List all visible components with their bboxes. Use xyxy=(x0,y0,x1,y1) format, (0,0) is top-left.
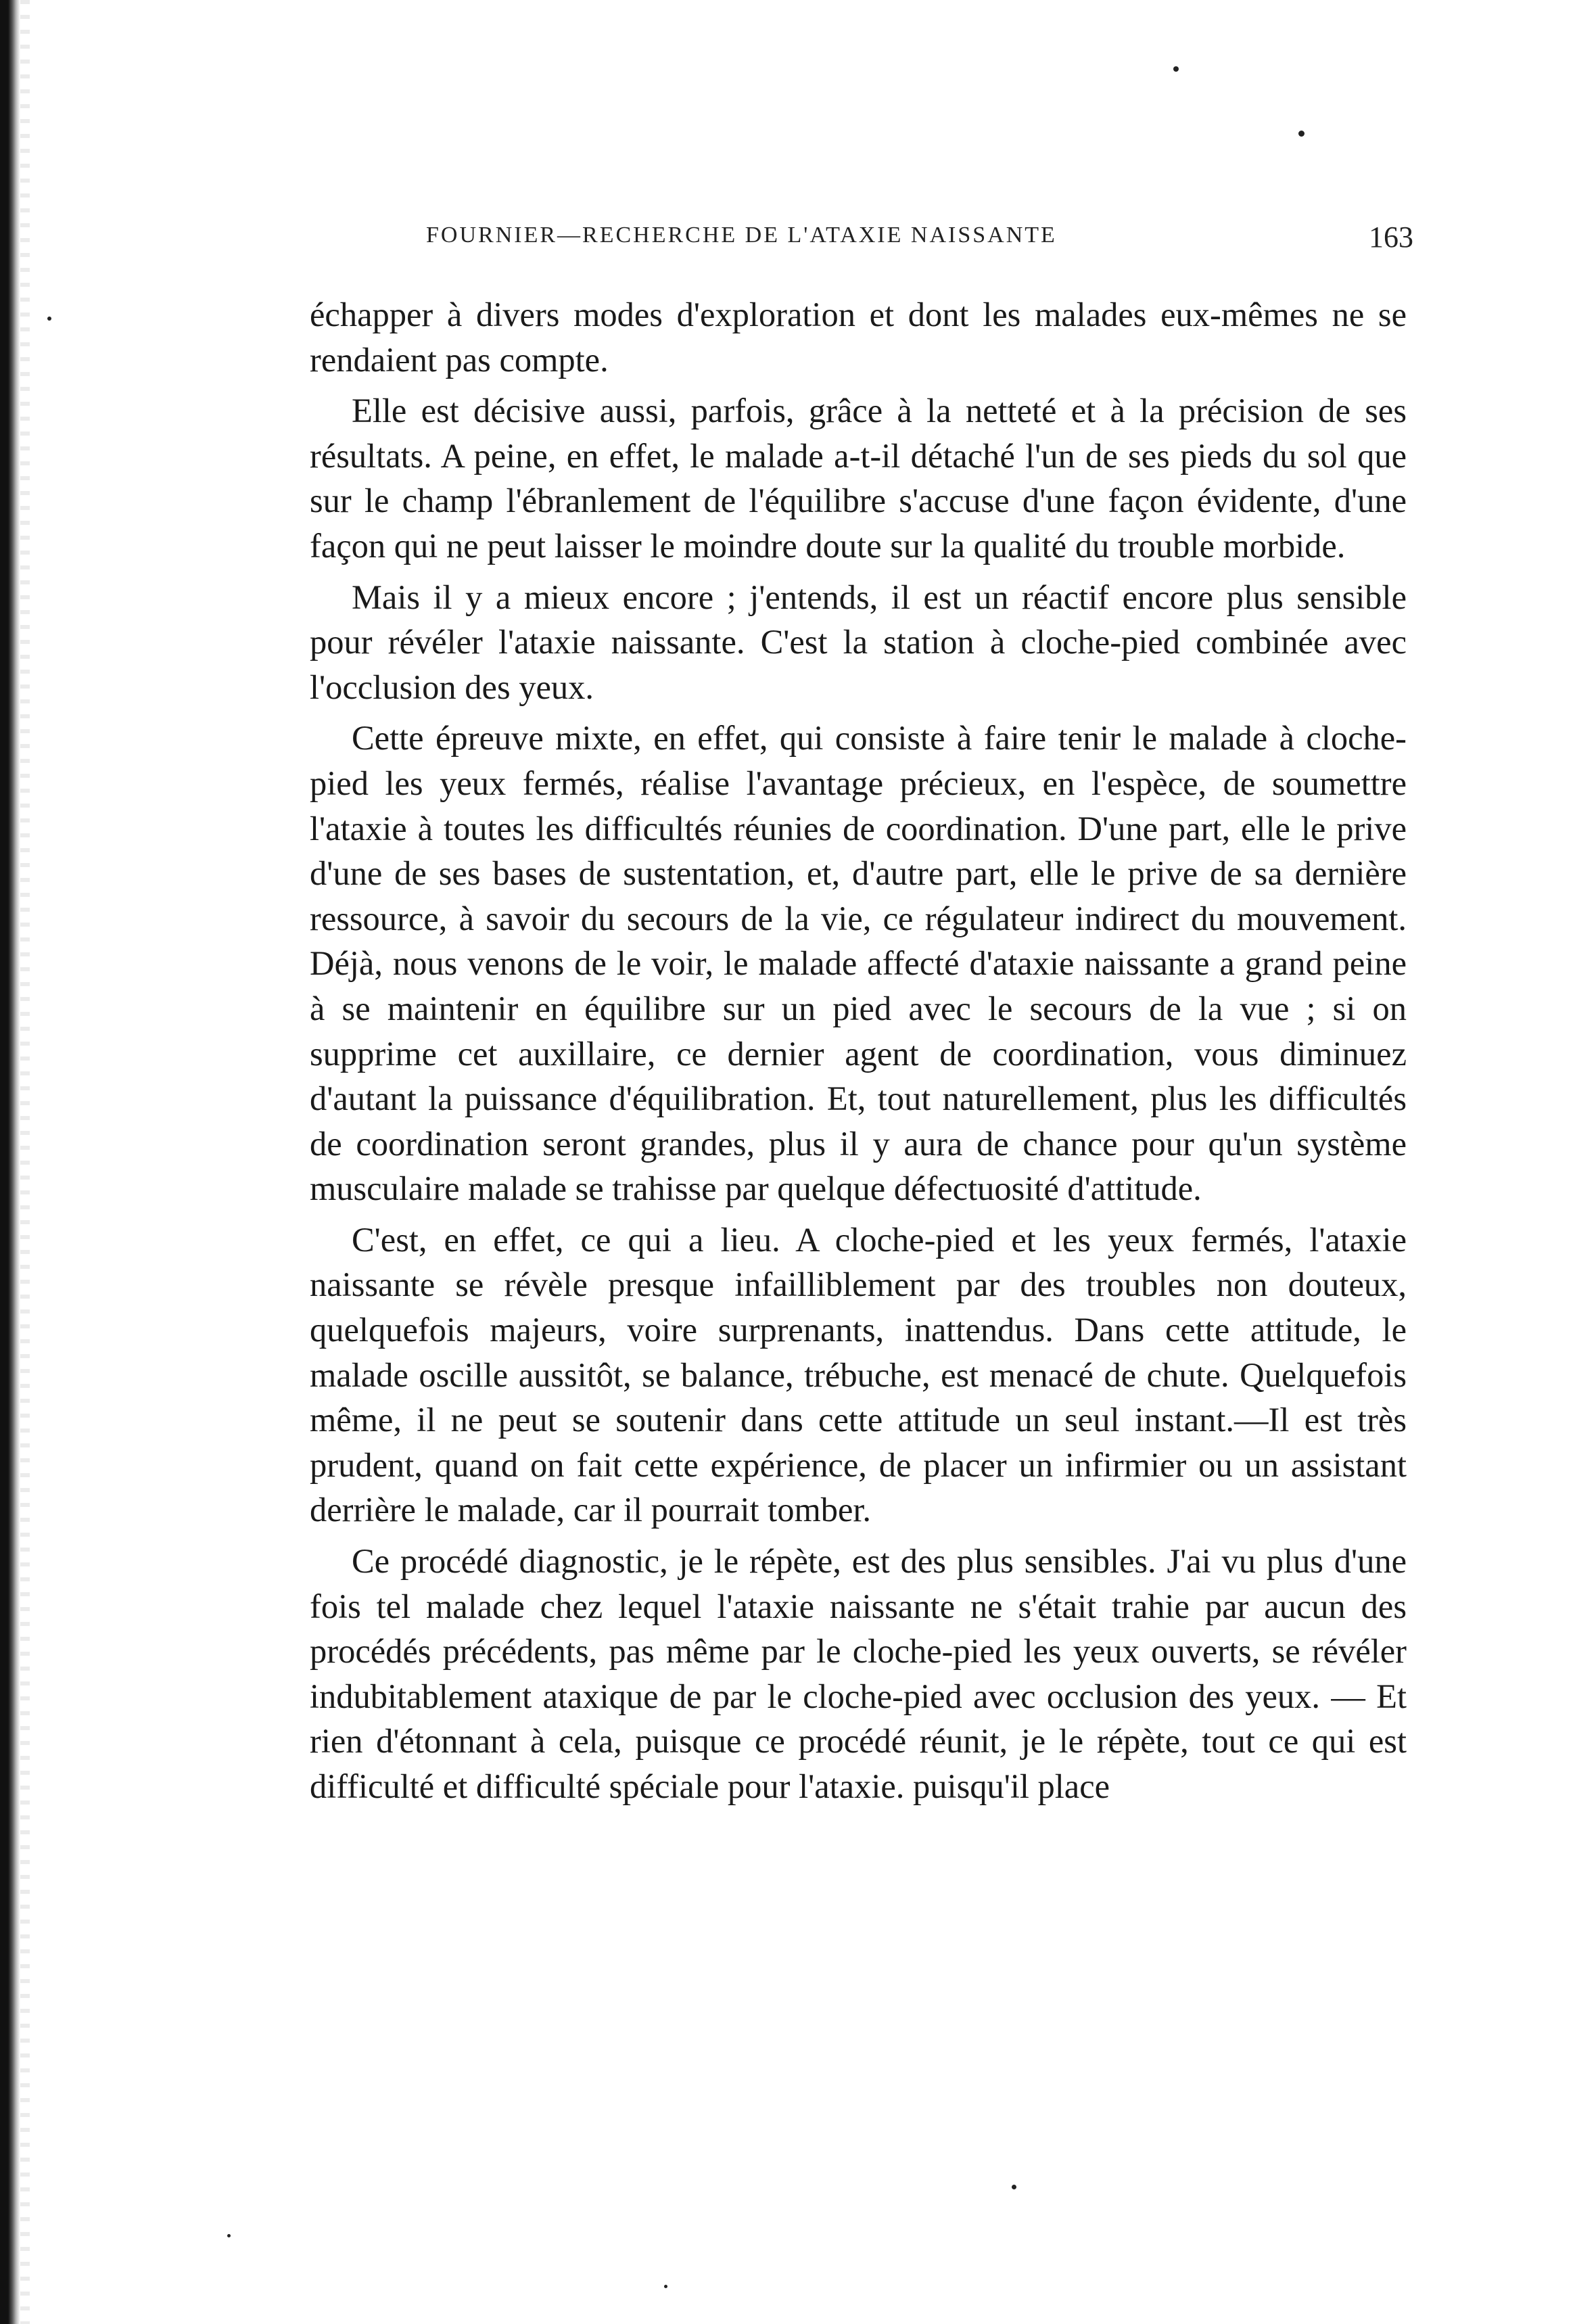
paragraph-3: Mais il y a mieux encore ; j'entends, il est un réactif encore plus sensible pour révéler l'ataxie naissante. C'est la station à cloche-pied combinée avec l'occlusion des yeux. xyxy=(310,578,1407,706)
paragraph-2: Elle est décisive aussi, parfois, grâce à la netteté et à la précision de ses résultats. A peine, en effet, le malade a-t-il détaché l'un de ses pieds du sol que sur le champ l'ébranlement de l'équilibre s'accuse d'une façon évidente, d'une façon qui ne peut laisser le moindre doute sur la qualité du trouble morbide. xyxy=(310,392,1407,565)
page-binding-edge xyxy=(0,0,20,2324)
paragraph-5: C'est, en effet, ce qui a lieu. A cloche-pied et les yeux fermés, l'ataxie naissante se révèle presque infailliblement par des troubles non douteux, quelquefois majeurs, voire surprenants, inattendus. Dans cette attitude, le malade oscille aussitôt, se balance, trébuche, est menacé de chute. Quelquefois même, il ne peut se soutenir dans cette attitude un seul instant.—Il est très prudent, quand on fait cette expérience, de placer un infirmier ou un assistant derrière le malade, car il pourrait tomber. xyxy=(310,1220,1407,1529)
ink-speck xyxy=(664,2285,667,2288)
ink-speck xyxy=(1173,66,1179,72)
paragraph-6: Ce procédé diagnostic, je le répète, est des plus sensibles. J'ai vu plus d'une fois tel malade chez lequel l'ataxie naissante ne s'était trahie par aucun des procédés précédents, pas même par le cloche-pied les yeux ouverts, se révéler indubitablement ataxique de par le cloche-pied avec occlusion des yeux. — Et rien d'étonnant à cela, puisque ce procédé réunit, je le répète, tout ce qui est difficulté et difficulté spéciale pour l'ataxie. puisqu'il place xyxy=(310,1542,1407,1805)
body-text xyxy=(310,292,1407,1809)
paragraph-4: Cette épreuve mixte, en effet, qui consiste à faire tenir le malade à cloche-pied les yeux fermés, réalise l'avantage précieux, en l'espèce, de soumettre l'ataxie à toutes les difficultés réunies de coordination. D'une part, elle le prive d'une de ses bases de sustentation, et, d'autre part, elle le prive de sa dernière ressource, à savoir du secours de la vie, ce régulateur indirect du mouvement. Déjà, nous venons de le voir, le malade affecté d'ataxie naissante a grand peine à se maintenir en équilibre sur un pied avec le secours de la vue ; si on supprime cet auxillaire, ce dernier agent de coordination, vous diminuez d'autant la puissance d'équilibration. Et, tout naturellement, plus les difficultés de coordination seront grandes, plus il y aura de chance pour qu'un système musculaire malade se trahisse par quelque défectuosité d'attitude. xyxy=(310,719,1407,1208)
running-header xyxy=(426,220,1413,267)
ink-speck xyxy=(227,2234,231,2237)
ink-speck xyxy=(1298,131,1304,137)
ink-speck xyxy=(47,317,51,321)
paragraph-1: échapper à divers modes d'exploration et dont les malades eux-mêmes ne se rendaient pas compte. xyxy=(310,296,1407,379)
page-binding-shadow xyxy=(20,0,30,2324)
ink-speck xyxy=(1012,2185,1016,2189)
page-number: 163 xyxy=(1369,220,1413,254)
running-title: FOURNIER—RECHERCHE DE L'ATAXIE NAISSANTE xyxy=(426,223,1057,248)
